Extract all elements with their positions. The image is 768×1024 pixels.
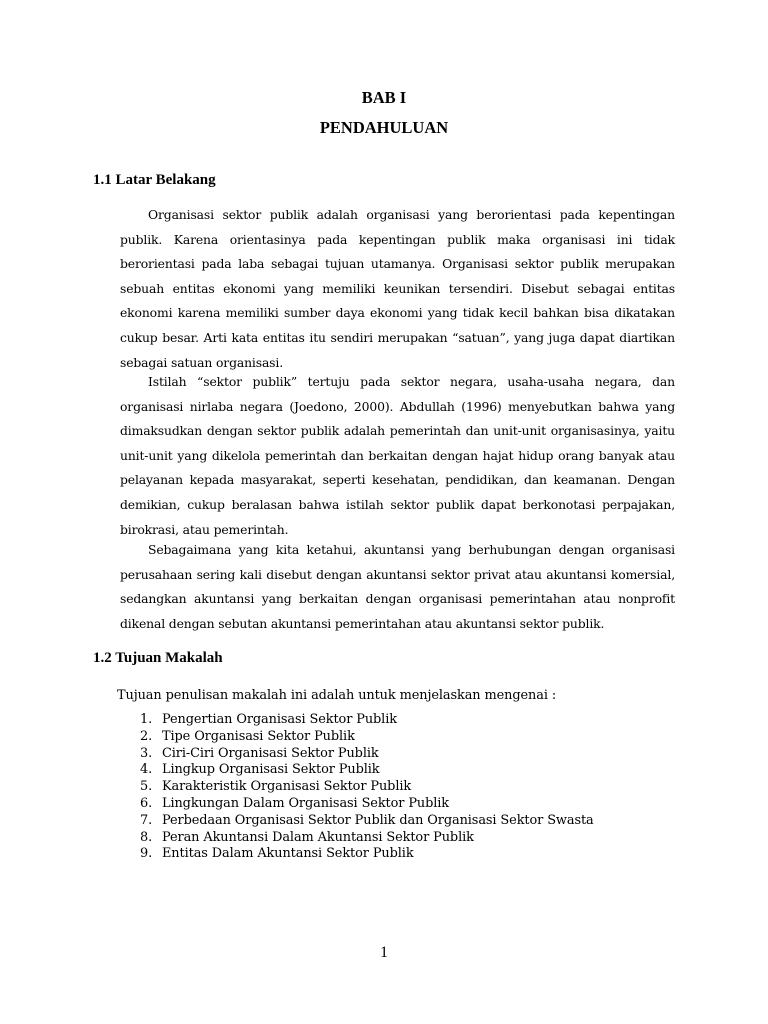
list-item-text: Ciri-Ciri Organisasi Sektor Publik [162,745,379,761]
list-item [120,729,594,746]
list-item-number: 7. [140,812,153,828]
paragraph: Istilah “sektor publik” tertuju pada sektor negara, usaha-usaha negara, dan organisasi nirlaba negara (Joedono, 2000). Abdullah (1996) menyebutkan bahwa yang dimaksudkan dengan sektor publik adalah pemerintah dan unit-unit organisasinya, yaitu unit-unit yang dikelola pemerintah dan berkaitan dengan hajat hidup orang banyak atau pelayanan kepada masyarakat, seperti kesehatan, pendidikan, dan keamanan. Dengan demikian, cukup beralasan bahwa istilah sektor publik dapat berkonotasi perpajakan, birokrasi, atau pemerintah. [120,374,675,537]
list-item-text: Karakteristik Organisasi Sektor Publik [162,779,412,795]
background-body [120,370,675,542]
page-number: 1 [380,944,388,961]
list-item-text: Tipe Organisasi Sektor Publik [162,728,355,744]
list-item [120,846,594,863]
list-item [120,712,594,729]
list-item [120,796,594,813]
list-item-text: Lingkungan Dalam Organisasi Sektor Publik [162,795,450,811]
objectives-list [120,712,594,863]
chapter-title: PENDAHULUAN [319,118,449,137]
list-item-number: 4. [140,762,153,778]
objectives-intro: Tujuan penulisan makalah ini adalah untuk menjelaskan mengenai : [117,688,557,703]
list-item [120,830,594,847]
list-item [120,762,594,779]
section-heading-objectives: 1.2 Tujuan Makalah [93,650,223,666]
list-item-number: 2. [140,728,153,744]
list-item-text: Perbedaan Organisasi Sektor Publik dan Organisasi Sektor Swasta [162,812,594,828]
list-item-text: Pengertian Organisasi Sektor Publik [162,712,397,727]
list-item [120,746,594,763]
list-item-number: 1. [140,712,153,727]
list-item-text: Lingkup Organisasi Sektor Publik [162,762,380,778]
list-item-text: Peran Akuntansi Dalam Akuntansi Sektor Publik [162,829,474,845]
background-body [120,203,675,375]
list-item [120,779,594,796]
background-body [120,538,675,636]
paragraph: Sebagaimana yang kita ketahui, akuntansi yang berhubungan dengan organisasi perusahaan sering kali disebut dengan akuntansi sektor privat atau akuntansi komersial, sedangkan akuntansi yang berkaitan dengan organisasi pemerintahan atau nonprofit dikenal dengan sebutan akuntansi pemerintahan atau akuntansi sektor publik. [120,542,675,631]
list-item-number: 8. [140,829,153,845]
paragraph: Organisasi sektor publik adalah organisasi yang berorientasi pada kepentingan publik. Karena orientasinya pada kepentingan publik maka organisasi ini tidak berorientasi pada laba sebagai tujuan utamanya. Organisasi sektor publik merupakan sebuah entitas ekonomi yang memiliki keunikan tersendiri. Disebut sebagai entitas ekonomi karena memiliki sumber daya ekonomi yang tidak kecil bahkan bisa dikatakan cukup besar. Arti kata entitas itu sendiri merupakan “satuan”, yang juga dapat diartikan sebagai satuan organisasi. [120,207,675,370]
list-item [120,813,594,830]
list-item-number: 9. [140,846,153,862]
list-item-number: 3. [140,745,153,761]
list-item-text: Entitas Dalam Akuntansi Sektor Publik [162,846,414,862]
list-item-number: 6. [140,795,153,811]
section-heading-background: 1.1 Latar Belakang [93,172,216,188]
list-item-number: 5. [140,779,153,795]
chapter-number: BAB I [361,88,407,107]
